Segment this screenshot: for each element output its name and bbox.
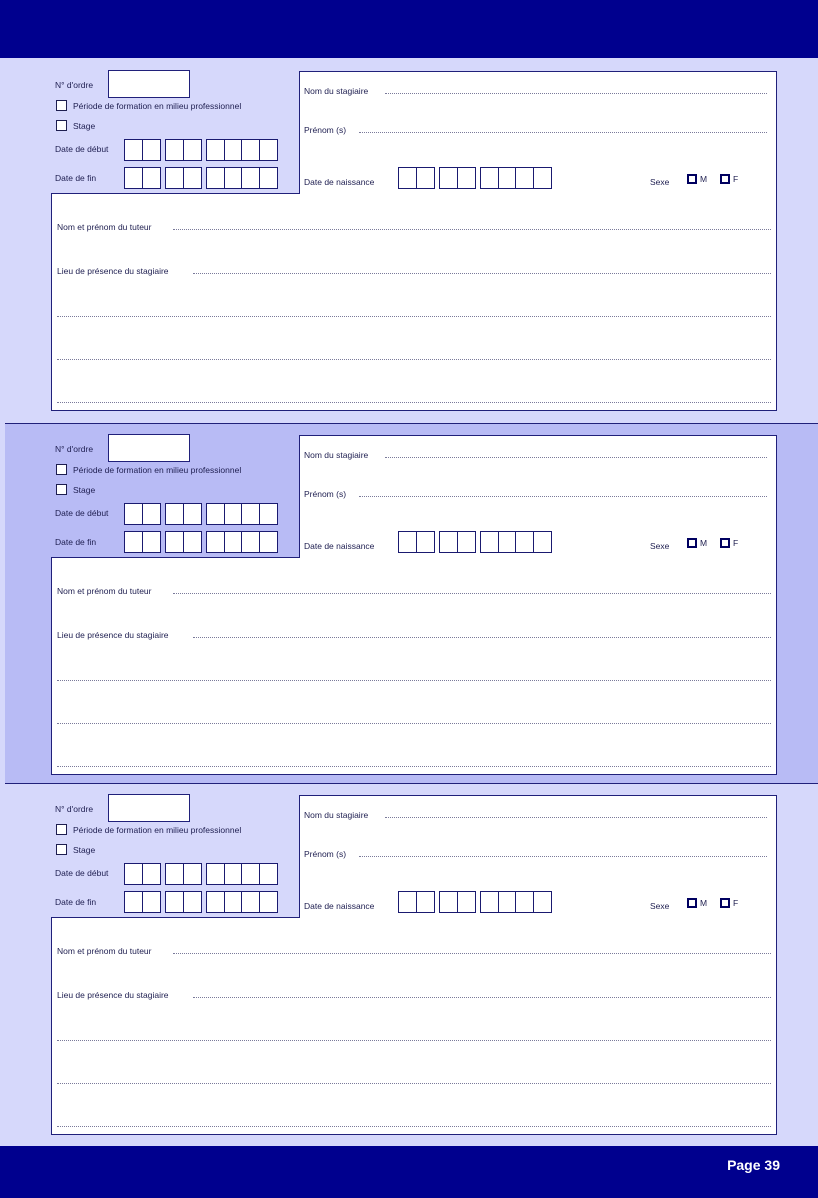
location-line-3[interactable] <box>57 359 771 360</box>
first-name-label: Prénom (s) <box>304 125 347 135</box>
first-name-label: Prénom (s) <box>304 489 347 499</box>
sex-m-checkbox[interactable] <box>687 174 697 184</box>
first-name-field[interactable] <box>359 132 767 133</box>
date-end-field[interactable] <box>124 167 276 189</box>
order-number-field[interactable] <box>108 434 190 462</box>
sex-f-checkbox[interactable] <box>720 174 730 184</box>
form-section-2 <box>5 423 818 784</box>
trainee-name-label: Nom du stagiaire <box>304 810 369 820</box>
sex-m-label: M <box>700 538 708 548</box>
pfmp-checkbox[interactable] <box>56 824 67 835</box>
birth-date-field[interactable] <box>398 531 550 553</box>
location-label: Lieu de présence du stagiaire <box>57 266 169 276</box>
trainee-name-field[interactable] <box>385 93 767 94</box>
page-number: Page 39 <box>727 1157 780 1173</box>
sex-f-label: F <box>733 538 739 548</box>
order-number-field[interactable] <box>108 794 190 822</box>
stage-checkbox[interactable] <box>56 484 67 495</box>
stage-label: Stage <box>73 121 96 131</box>
order-label: N° d'ordre <box>55 444 94 454</box>
sex-m-label: M <box>700 174 708 184</box>
sex-m-checkbox[interactable] <box>687 538 697 548</box>
sex-m-label: M <box>700 898 708 908</box>
tutor-label: Nom et prénom du tuteur <box>57 946 152 956</box>
date-start-label: Date de début <box>55 508 109 518</box>
pfmp-checkbox[interactable] <box>56 464 67 475</box>
footer-banner <box>0 1146 818 1198</box>
first-name-label: Prénom (s) <box>304 849 347 859</box>
tutor-field[interactable] <box>173 593 771 594</box>
form-section-3 <box>5 784 818 1144</box>
sex-m-checkbox[interactable] <box>687 898 697 908</box>
location-line-3[interactable] <box>57 723 771 724</box>
date-start-field[interactable] <box>124 503 276 525</box>
location-line-4[interactable] <box>57 766 771 767</box>
tutor-label: Nom et prénom du tuteur <box>57 586 152 596</box>
trainee-name-field[interactable] <box>385 457 767 458</box>
order-label: N° d'ordre <box>55 804 94 814</box>
order-label: N° d'ordre <box>55 80 94 90</box>
birth-date-field[interactable] <box>398 167 550 189</box>
sex-f-checkbox[interactable] <box>720 538 730 548</box>
pfmp-label: Période de formation en milieu professionnel <box>73 101 242 111</box>
trainee-name-label: Nom du stagiaire <box>304 86 369 96</box>
sex-f-label: F <box>733 898 739 908</box>
pfmp-label: Période de formation en milieu professionnel <box>73 825 242 835</box>
date-start-field[interactable] <box>124 139 276 161</box>
tutor-card <box>51 917 777 1135</box>
location-label: Lieu de présence du stagiaire <box>57 630 169 640</box>
date-start-label: Date de début <box>55 144 109 154</box>
birth-date-label: Date de naissance <box>304 901 375 911</box>
location-line-4[interactable] <box>57 1126 771 1127</box>
stage-label: Stage <box>73 485 96 495</box>
birth-date-label: Date de naissance <box>304 177 375 187</box>
location-line-2[interactable] <box>57 1040 771 1041</box>
date-start-field[interactable] <box>124 863 276 885</box>
location-field[interactable] <box>193 997 771 998</box>
pfmp-label: Période de formation en milieu professionnel <box>73 465 242 475</box>
sex-label: Sexe <box>650 541 670 551</box>
stage-checkbox[interactable] <box>56 844 67 855</box>
trainee-name-field[interactable] <box>385 817 767 818</box>
order-number-field[interactable] <box>108 70 190 98</box>
first-name-field[interactable] <box>359 856 767 857</box>
tutor-field[interactable] <box>173 229 771 230</box>
sex-label: Sexe <box>650 901 670 911</box>
birth-date-label: Date de naissance <box>304 541 375 551</box>
tutor-field[interactable] <box>173 953 771 954</box>
sex-f-checkbox[interactable] <box>720 898 730 908</box>
tutor-card <box>51 557 777 775</box>
date-end-field[interactable] <box>124 531 276 553</box>
tutor-label: Nom et prénom du tuteur <box>57 222 152 232</box>
location-line-2[interactable] <box>57 316 771 317</box>
date-start-label: Date de début <box>55 868 109 878</box>
location-line-2[interactable] <box>57 680 771 681</box>
location-line-4[interactable] <box>57 402 771 403</box>
date-end-label: Date de fin <box>55 537 97 547</box>
stage-label: Stage <box>73 845 96 855</box>
date-end-label: Date de fin <box>55 173 97 183</box>
first-name-field[interactable] <box>359 496 767 497</box>
birth-date-field[interactable] <box>398 891 550 913</box>
location-field[interactable] <box>193 637 771 638</box>
form-section-1 <box>5 60 818 423</box>
location-label: Lieu de présence du stagiaire <box>57 990 169 1000</box>
pfmp-checkbox[interactable] <box>56 100 67 111</box>
date-end-label: Date de fin <box>55 897 97 907</box>
sex-f-label: F <box>733 174 739 184</box>
date-end-field[interactable] <box>124 891 276 913</box>
location-field[interactable] <box>193 273 771 274</box>
tutor-card <box>51 193 777 411</box>
location-line-3[interactable] <box>57 1083 771 1084</box>
top-banner <box>0 0 818 58</box>
stage-checkbox[interactable] <box>56 120 67 131</box>
trainee-name-label: Nom du stagiaire <box>304 450 369 460</box>
sex-label: Sexe <box>650 177 670 187</box>
